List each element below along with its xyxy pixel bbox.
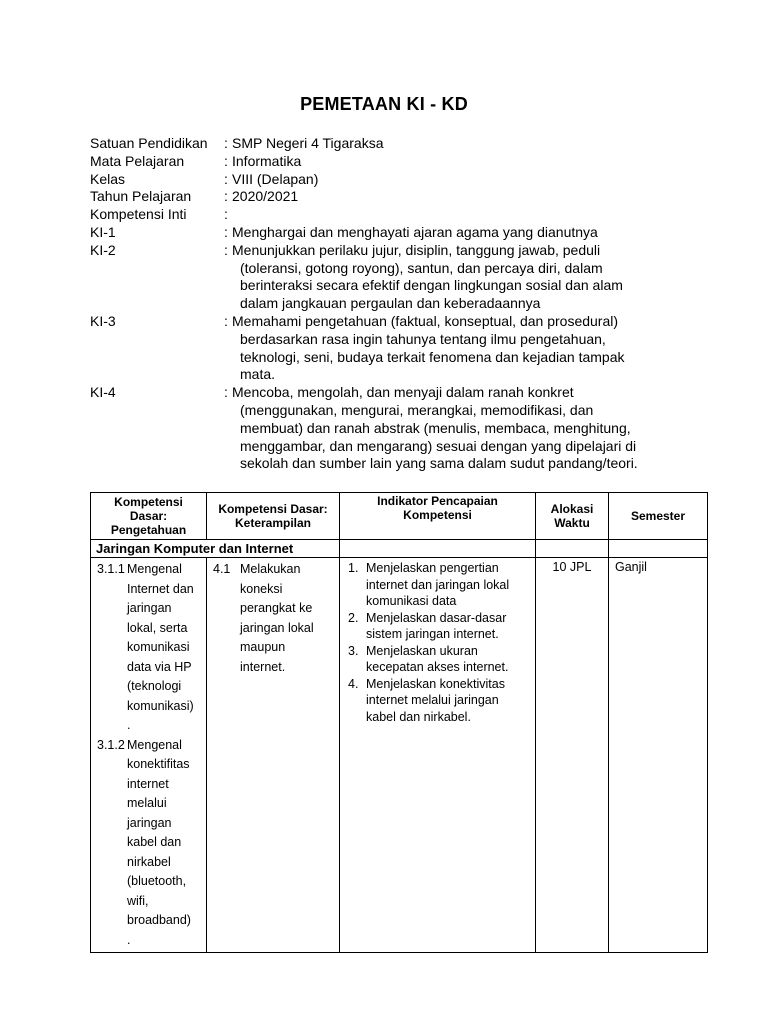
ki-label: KI-4 bbox=[90, 384, 116, 401]
ki-line: membuat) dan ranah abstrak (menulis, membaca, menghitung, bbox=[240, 419, 631, 436]
ki-line: dalam jangkauan pergaulan dan keberadaannya bbox=[240, 295, 541, 312]
ki-line: Memahami pengetahuan (faktual, konseptual, dan prosedural) bbox=[232, 312, 619, 329]
page-title: PEMETAAN KI - KD bbox=[300, 94, 468, 114]
info-value bbox=[232, 206, 672, 224]
ki-label: KI-3 bbox=[90, 312, 116, 329]
kd-number: 4.1 bbox=[213, 562, 231, 576]
header-indikator: Indikator Pencapaian Kompetensi bbox=[340, 493, 536, 540]
kd-line: internet bbox=[127, 776, 169, 791]
indikator-text bbox=[366, 676, 531, 726]
header-semester: Semester bbox=[609, 493, 708, 540]
kd-line: maupun bbox=[240, 640, 286, 654]
kd-line: . bbox=[127, 932, 131, 947]
info-colon: : bbox=[224, 188, 228, 205]
kd-number: 3.1.2 bbox=[97, 737, 125, 752]
kd-line: konektifitas bbox=[127, 757, 190, 771]
ki-colon: : bbox=[224, 223, 228, 240]
ki-text bbox=[232, 224, 672, 242]
kd-line: (teknologi bbox=[127, 679, 182, 693]
info-label: Mata Pelajaran bbox=[90, 152, 185, 169]
ki-text bbox=[232, 313, 672, 384]
ki-line: Menunjukkan perilaku jujur, disiplin, tanggung jawab, peduli bbox=[232, 241, 601, 258]
kd-number: 3.1.1 bbox=[97, 562, 125, 576]
kd-text bbox=[127, 560, 202, 736]
kd-line: kabel dan bbox=[127, 835, 182, 849]
ki-line: Menghargai dan menghayati ajaran agama yang dianutnya bbox=[232, 223, 598, 240]
indikator-item bbox=[348, 610, 531, 643]
indikator-number: 3. bbox=[348, 643, 359, 658]
ki-label: KI-1 bbox=[90, 223, 116, 240]
ki-row bbox=[90, 242, 690, 313]
indikator-line: komunikasi data bbox=[366, 594, 457, 608]
info-value: VIII (Delapan) bbox=[232, 170, 319, 187]
alokasi-cell: 10 JPL bbox=[536, 558, 609, 953]
kd-line: data via HP bbox=[127, 659, 192, 674]
indikator-line: kecepatan akses internet. bbox=[366, 660, 509, 674]
indikator-text bbox=[366, 643, 531, 676]
indikator-item bbox=[348, 676, 531, 726]
kd-text bbox=[240, 560, 335, 677]
ki-line: berdasarkan rasa ingin tahunya tentang ilmu pengetahuan, bbox=[240, 330, 606, 347]
section-row bbox=[91, 540, 708, 558]
kd-line: Mengenal bbox=[127, 737, 182, 752]
ki-colon: : bbox=[224, 312, 228, 329]
ki-line: sekolah dan sumber lain yang sama dalam sudut pandang/teori. bbox=[240, 455, 638, 472]
info-colon: : bbox=[224, 206, 228, 223]
ki-colon: : bbox=[224, 241, 228, 258]
ki-colon: : bbox=[224, 384, 228, 401]
ki-row bbox=[90, 384, 690, 473]
info-colon: : bbox=[224, 135, 228, 151]
ki-line: (toleransi, gotong royong), santun, dan percaya diri, dalam bbox=[240, 259, 603, 276]
kd-line: komunikasi) bbox=[127, 698, 194, 713]
info-row bbox=[90, 135, 690, 153]
kd-text bbox=[127, 736, 202, 951]
ki-line: menggambar, dan mengarang) sesuai dengan yang dipelajari di bbox=[240, 437, 637, 454]
kd-line: internet. bbox=[240, 659, 286, 674]
indikator-number: 4. bbox=[348, 676, 359, 691]
table-header-row bbox=[91, 493, 708, 540]
kd-line: Internet dan bbox=[127, 581, 194, 596]
ki-label: KI-2 bbox=[90, 241, 116, 258]
header-alokasi: Alokasi Waktu bbox=[536, 493, 609, 540]
header-kd-pengetahuan: Kompetensi Dasar: Pengetahuan bbox=[91, 493, 207, 540]
indikator-cell bbox=[340, 558, 536, 953]
kd-line: koneksi bbox=[240, 581, 283, 596]
kd-line: jaringan lokal bbox=[240, 620, 314, 635]
ki-line: teknologi, seni, budaya terkait fenomena dan kejadian tampak bbox=[240, 348, 625, 365]
indikator-line: Menjelaskan dasar-dasar bbox=[366, 610, 507, 625]
kd-line: jaringan bbox=[127, 601, 172, 615]
indikator-line: internet melalui jaringan bbox=[366, 693, 499, 707]
kd-line: nirkabel bbox=[127, 854, 171, 869]
info-label: Kompetensi Inti bbox=[90, 206, 187, 223]
kd-line: komunikasi bbox=[127, 640, 190, 654]
info-value: SMP Negeri 4 Tigaraksa bbox=[232, 135, 384, 151]
info-row bbox=[90, 171, 690, 189]
info-label: Kelas bbox=[90, 170, 126, 187]
indikator-line: Menjelaskan konektivitas bbox=[366, 676, 505, 691]
info-row bbox=[90, 206, 690, 224]
kd-line: wifi, bbox=[127, 893, 149, 908]
identity-block bbox=[90, 135, 690, 473]
ki-text bbox=[232, 384, 672, 473]
kd-line: (bluetooth, bbox=[127, 874, 187, 888]
indikator-line: Menjelaskan ukuran bbox=[366, 643, 478, 658]
info-value: 2020/2021 bbox=[232, 188, 299, 205]
header-kd-keterampilan: Kompetensi Dasar: Keterampilan bbox=[207, 493, 340, 540]
kd-line: Melakukan bbox=[240, 562, 301, 576]
indikator-text bbox=[366, 560, 531, 610]
info-colon: : bbox=[224, 152, 228, 169]
kd-item bbox=[97, 736, 202, 951]
table-row bbox=[91, 558, 708, 953]
indikator-line: Menjelaskan pengertian bbox=[366, 561, 499, 575]
kd-pengetahuan-cell bbox=[91, 558, 207, 953]
ki-line: berinteraksi secara efektif dengan lingkungan sosial dan alam bbox=[240, 277, 623, 294]
kd-line: jaringan bbox=[127, 815, 172, 830]
semester-cell: Ganjil bbox=[609, 558, 708, 953]
indikator-number: 2. bbox=[348, 610, 359, 625]
indikator-line: sistem jaringan internet. bbox=[366, 627, 499, 641]
kd-item bbox=[213, 560, 335, 677]
ki-line: Mencoba, mengolah, dan menyaji dalam ranah konkret bbox=[232, 384, 574, 401]
indikator-number: 1. bbox=[348, 561, 359, 575]
indikator-line: kabel dan nirkabel. bbox=[366, 709, 471, 724]
info-label: Tahun Pelajaran bbox=[90, 188, 192, 205]
kd-line: perangkat ke bbox=[240, 601, 313, 615]
kd-mapping-table bbox=[90, 492, 708, 953]
ki-line: (menggunakan, mengurai, merangkai, memodifikasi, dan bbox=[240, 401, 594, 418]
kd-item bbox=[97, 560, 202, 736]
kd-line: Mengenal bbox=[127, 562, 182, 576]
kd-line: melalui bbox=[127, 796, 167, 810]
ki-row bbox=[90, 313, 690, 384]
indikator-line: internet dan jaringan lokal bbox=[366, 577, 510, 592]
info-row bbox=[90, 153, 690, 171]
info-value: Informatika bbox=[232, 152, 302, 169]
ki-line: mata. bbox=[240, 366, 276, 383]
kd-keterampilan-cell bbox=[207, 558, 340, 953]
info-row bbox=[90, 188, 690, 206]
kd-line: broadband) bbox=[127, 913, 191, 927]
section-title: Jaringan Komputer dan Internet bbox=[91, 540, 340, 558]
kd-line: lokal, serta bbox=[127, 620, 188, 635]
info-label: Satuan Pendidikan bbox=[90, 135, 208, 151]
ki-row bbox=[90, 224, 690, 242]
indikator-item bbox=[348, 643, 531, 676]
ki-text bbox=[232, 242, 672, 313]
indikator-text bbox=[366, 610, 531, 643]
indikator-item bbox=[348, 560, 531, 610]
kd-line: . bbox=[127, 718, 131, 732]
info-colon: : bbox=[224, 170, 228, 187]
